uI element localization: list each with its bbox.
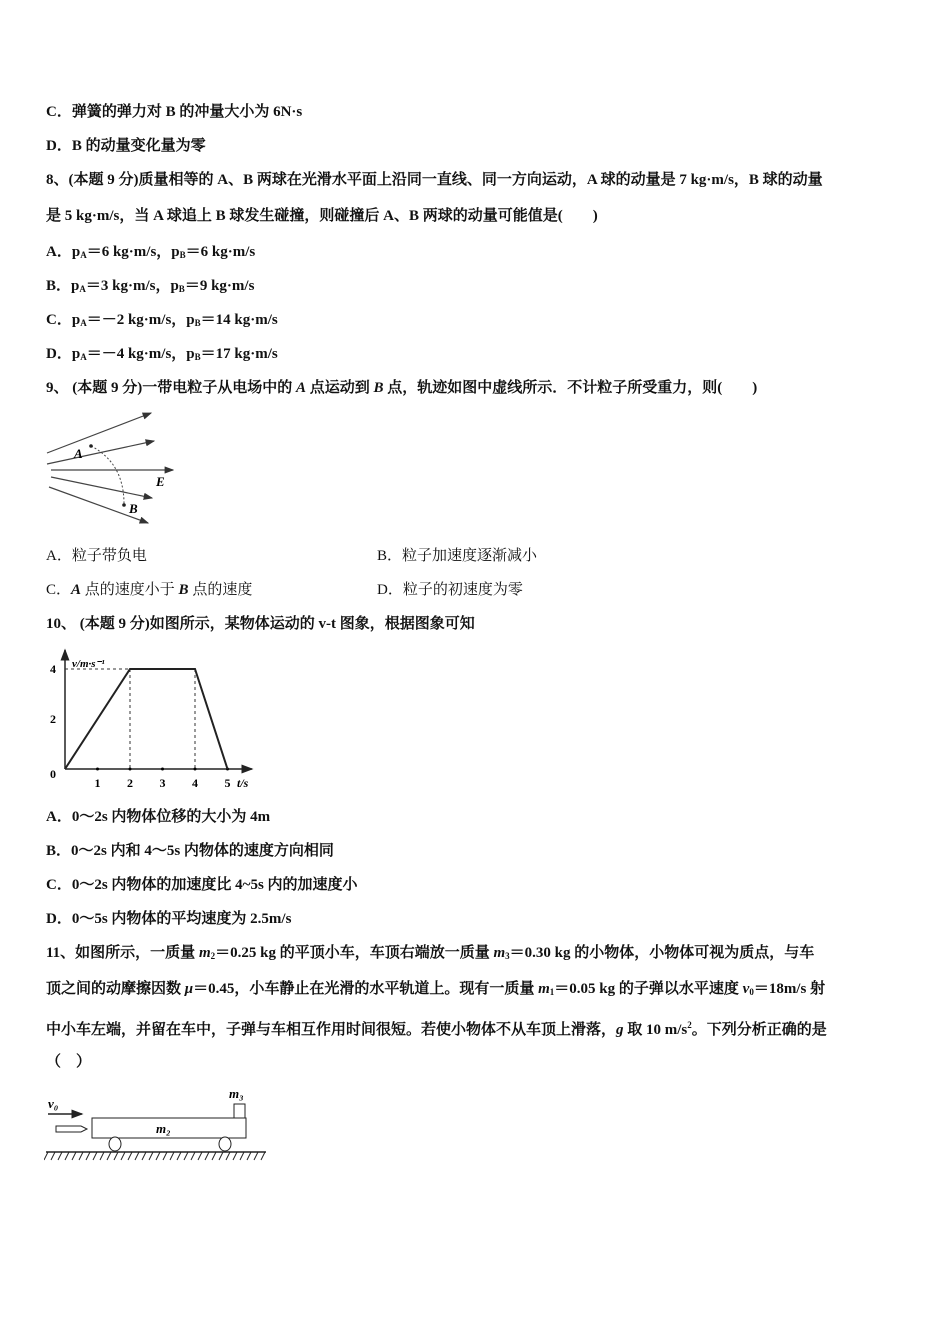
y-tick-label: 4 [50,662,56,676]
origin-label: 0 [50,767,56,781]
ground-hatch [58,1152,62,1160]
ground-hatch [198,1152,202,1160]
ground-hatch [72,1152,76,1160]
q7-option-c: C．弹簧的弹力对 B 的冲量大小为 6N·s [46,104,303,120]
q8-option-d: D．$p_A=-4$ kg·m/s，$p_B=17$ kg·m/s [46,346,278,362]
point-b-label: B [129,501,138,516]
velocity-line [65,669,228,769]
q10-option-c: C．0～2s 内物体的加速度比 4~5s 内的加速度小 [46,877,358,893]
ground-hatch [219,1152,223,1160]
q9-option-d: D．粒子的初速度为零 [377,582,523,598]
ground-hatch [170,1152,174,1160]
ground-hatch [142,1152,146,1160]
q11-answer-bracket: （ ） [46,1054,92,1070]
q10-option-b: B．0～2s 内和 4～5s 内物体的速度方向相同 [46,843,334,859]
x-tick-label: 1 [94,776,101,790]
q9-option-a: A．粒子带负电 [46,548,147,564]
q11-stem-line3: 中小车左端，并留在车中，子弹与车相互作用时间很短。若使小物体不从车顶上滑落，g 取 10 $m/s^2$。下列分析正确的是 [46,1020,827,1038]
q10-option-d: D．0～5s 内物体的平均速度为 2.5m/s [46,911,292,927]
electric-field-diagram [44,408,179,528]
y-axis-label: v/m·s⁻¹ [72,658,105,670]
q11-stem-line2: 顶之间的动摩擦因数 μ＝0.45，小车静止在光滑的水平轨道上。现有一质量 $m_1=0.05$ kg 的子弹以水平速度 $v_0=18m/s$ 射 [46,981,826,997]
ground-hatch [233,1152,237,1160]
y-tick-label: 2 [50,712,56,726]
ground-hatch [212,1152,216,1160]
x-axis-label: t/s [237,776,249,790]
ground-hatch [79,1152,83,1160]
wheel [219,1137,231,1151]
ground-hatch [65,1152,69,1160]
ground-hatch [205,1152,209,1160]
small-block [234,1104,245,1118]
ground-hatch [121,1152,125,1160]
x-tick-label: 4 [192,776,198,790]
cart-diagram [44,1080,269,1165]
ground-hatch [156,1152,160,1160]
q10-option-a: A．0～2s 内物体位移的大小为 4m [46,809,271,825]
ground-hatch [184,1152,188,1160]
ground-hatch [191,1152,195,1160]
point-a-label: A [74,446,83,461]
q8-option-b: B．$p_A=3$ kg·m/s，$p_B=9$ kg·m/s [46,278,255,294]
wheel [109,1137,121,1151]
ground-hatch [261,1152,265,1160]
m2-label: m₂ [156,1121,171,1136]
x-tick-label: 5 [224,776,231,790]
q10-stem: 10、 (本题 9 分)如图所示，某物体运动的 v-t 图象，根据图象可知 [46,616,475,632]
field-e-label: E [156,474,165,489]
x-tick-label: 2 [127,776,133,790]
ground-hatch [114,1152,118,1160]
ground-hatch [107,1152,111,1160]
ground-hatch [149,1152,153,1160]
ground-hatch [177,1152,181,1160]
v0-label: v₀ [48,1096,59,1111]
x-tick-label: 3 [159,776,166,790]
q8-stem-line1: 8、(本题 9 分)质量相等的 A、B 两球在光滑水平面上沿同一直线、同一方向运动，A 球的动量是 7 kg·m/s，B 球的动量 [46,172,823,188]
ground-hatch [240,1152,244,1160]
ground-hatch [51,1152,55,1160]
vt-graph [44,645,259,795]
q9-option-c: C．A 点的速度小于 B 点的速度 [46,582,253,598]
q11-stem-line1: 11、如图所示，一质量 $m_2=0.25$ kg 的平顶小车，车顶右端放一质量 $m_3=0.30$ kg 的小物体，小物体可视为质点，与车 [46,945,815,961]
ground-hatch [226,1152,230,1160]
q8-stem-line2: 是 5 kg·m/s，当 A 球追上 B 球发生碰撞，则碰撞后 A、B 两球的动量可能值是( ) [46,208,598,224]
x-tick [161,768,164,771]
m3-label: m₃ [229,1086,244,1101]
ground-hatch [247,1152,251,1160]
ground-hatch [135,1152,139,1160]
ground-hatch [86,1152,90,1160]
ground-hatch [44,1152,48,1160]
q9-stem: 9、 (本题 9 分)一带电粒子从电场中的 A 点运动到 B 点，轨迹如图中虚线所示．不计粒子所受重力，则( ) [46,380,758,396]
q7-option-d: D．B 的动量变化量为零 [46,138,206,154]
ground-hatch [254,1152,258,1160]
q8-option-c: C．$p_A=-2$ kg·m/s，$p_B=14$ kg·m/s [46,312,278,328]
bullet [56,1126,87,1132]
ground-hatch [128,1152,132,1160]
q9-option-b: B．粒子加速度逐渐减小 [377,548,538,564]
ground-hatch [93,1152,97,1160]
x-tick [96,768,99,771]
q8-option-a: A．$p_A=6$ kg·m/s，$p_B=6$ kg·m/s [46,244,256,260]
ground-hatch [163,1152,167,1160]
ground-hatch [100,1152,104,1160]
